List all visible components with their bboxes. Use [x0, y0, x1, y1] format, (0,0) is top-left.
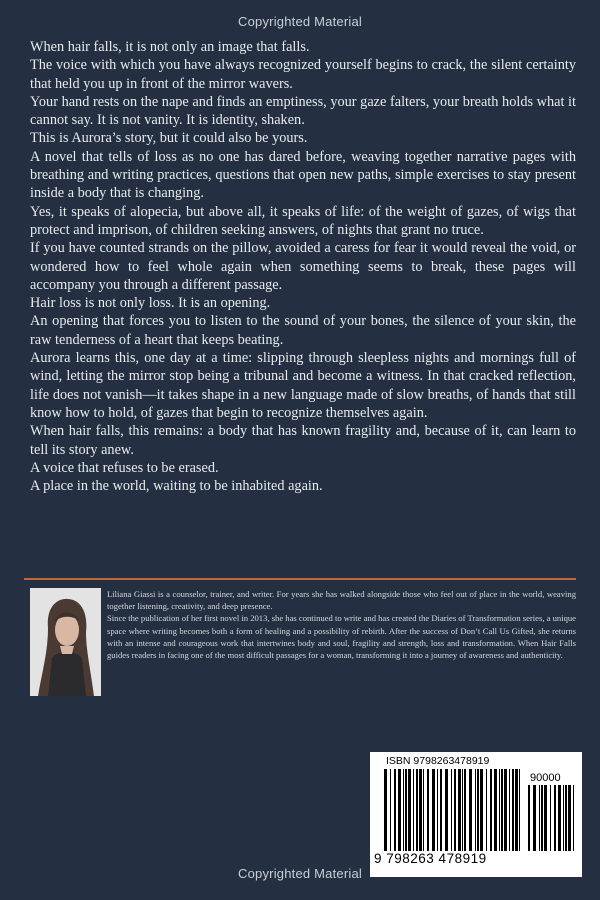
author-bio — [107, 588, 576, 661]
barcode-bar — [477, 769, 479, 851]
barcode-bar — [416, 769, 418, 851]
barcode-bar — [437, 769, 438, 851]
blurb-paragraph: Yes, it speaks of alopecia, but above all, it speaks of life: of the weight of gazes, of wigs that protect and imprison, of children seeking answers, of nights that grant no truce. — [30, 203, 576, 238]
barcode-bar — [509, 769, 510, 851]
addon-barcode-bars — [528, 785, 574, 851]
blurb-line: A voice that refuses to be erased. — [30, 459, 219, 476]
barcode-bar — [490, 769, 492, 851]
barcode-bar — [408, 769, 411, 851]
barcode-bar — [486, 769, 487, 851]
barcode-bar — [554, 785, 556, 851]
barcode-bar — [573, 785, 574, 851]
barcode-bar — [519, 769, 520, 851]
price-code: 90000 — [530, 772, 561, 784]
barcode-digits: 9 798263 478919 — [374, 851, 487, 866]
blurb-paragraph: When hair falls, this remains: a body that has known fragility and, because of it, can learn to tell its story anew. — [30, 423, 576, 458]
barcode-bar — [398, 769, 401, 851]
barcode-bar — [501, 769, 503, 851]
blurb-paragraph: Your hand rests on the nape and finds an emptiness, your gaze falters, your breath holds what it cannot say. It is not vanity. It is identity, shaken. — [30, 93, 576, 129]
blurb-line: Hair loss is not only loss. It is an opening. — [30, 295, 271, 312]
blurb-paragraph: An opening that forces you to listen to the sound of your bones, the silence of your skin, the raw tenderness of a heart that keeps beating. — [30, 313, 576, 348]
barcode-bar — [403, 769, 404, 851]
barcode-bar — [405, 769, 407, 851]
isbn-label: ISBN 9798263478919 — [386, 755, 490, 767]
barcode-bar — [464, 769, 466, 851]
blurb-paragraph: A novel that tells of loss as no one has dared before, weaving together narrative pages with breathing and writing practices, questions that open new paths, simple exercises to stay present inside a body that is changing. — [30, 148, 576, 202]
barcode-bar — [544, 785, 547, 851]
barcode-bar — [515, 769, 518, 851]
barcode-bar — [475, 769, 476, 851]
barcode-bar — [458, 769, 461, 851]
barcode-bar — [394, 769, 396, 851]
watermark-top: Copyrighted Material — [238, 14, 362, 29]
blurb-line: When hair falls, it is not only an image that falls. — [30, 39, 310, 55]
barcode-bar — [568, 785, 571, 851]
barcode-bar — [440, 769, 442, 851]
barcode-bar — [462, 769, 463, 851]
barcode-bar — [550, 785, 551, 851]
barcode-bar — [563, 785, 564, 851]
barcode-bar — [541, 785, 543, 851]
bio-paragraph: Liliana Giassi is a counselor, trainer, and writer. For years she has walked alongside those who feel out of place in the world, weaving together listening, creativity, and deep presence. — [107, 589, 576, 612]
barcode-bar — [445, 769, 448, 851]
author-photo — [30, 588, 101, 696]
author-photo-icon — [30, 588, 101, 696]
barcode-bar — [480, 769, 483, 851]
blurb-paragraph: If you have counted strands on the pillow, avoided a caress for fear it would reveal the void, or wondered how to feel whole again when something seems to break, these pages will accompany you through a different passage. — [30, 240, 576, 293]
barcode-bar — [504, 769, 507, 851]
orange-divider — [24, 578, 576, 580]
isbn-barcode — [370, 752, 582, 877]
barcode-bar — [512, 769, 514, 851]
barcode-bar — [384, 769, 387, 851]
blurb-line: This is Aurora’s story, but it could also be yours. — [30, 130, 308, 147]
barcode-bar — [469, 769, 472, 851]
barcode-bar — [451, 769, 452, 851]
barcode-bar — [390, 769, 391, 851]
barcode-bar — [494, 769, 497, 851]
barcode-bar — [454, 769, 456, 851]
barcode-bar — [539, 785, 540, 851]
barcode-bar — [528, 785, 530, 851]
watermark-bottom: Copyrighted Material — [238, 866, 362, 881]
barcode-bar — [413, 769, 414, 851]
blurb-line: A place in the world, waiting to be inhabited again. — [30, 478, 323, 495]
bio-paragraph: Since the publication of her first novel in 2013, she has continued to write and has created the Diaries of Transformation series, a unique space where writing becomes both a form of healing and a possibility of rebirth. After the success of Don’t Call Us Gifted, she returns with an intense and courageous work that intertwines body and soul, fragility and strength, loss and transformation. When Hair Falls guides readers in facing one of the most difficult passages for a woman, transforming it into a journey of awareness and authenticity. — [107, 613, 576, 661]
barcode-bar — [427, 769, 429, 851]
barcode-bar — [533, 785, 536, 851]
blurb-paragraph: Aurora learns this, one day at a time: slipping through sleepless nights and mornings full of wind, letting the mirror stop being a tribunal and become a witness. In that cracked reflection, life does not vanish—it takes shape in a new language made of slow breaths, of hands that still know how to hold, of gazes that begin to recognize themselves again. — [30, 350, 576, 421]
barcode-bar — [432, 769, 435, 851]
back-cover-blurb — [30, 38, 576, 495]
barcode-bars — [384, 769, 524, 851]
blurb-paragraph: The voice with which you have always recognized yourself begins to crack, the silent certainty that held you up in front of the mirror wavers. — [30, 57, 576, 92]
barcode-bar — [499, 769, 500, 851]
barcode-bar — [558, 785, 561, 851]
barcode-bar — [423, 769, 424, 851]
barcode-bar — [565, 785, 567, 851]
barcode-bar — [419, 769, 422, 851]
